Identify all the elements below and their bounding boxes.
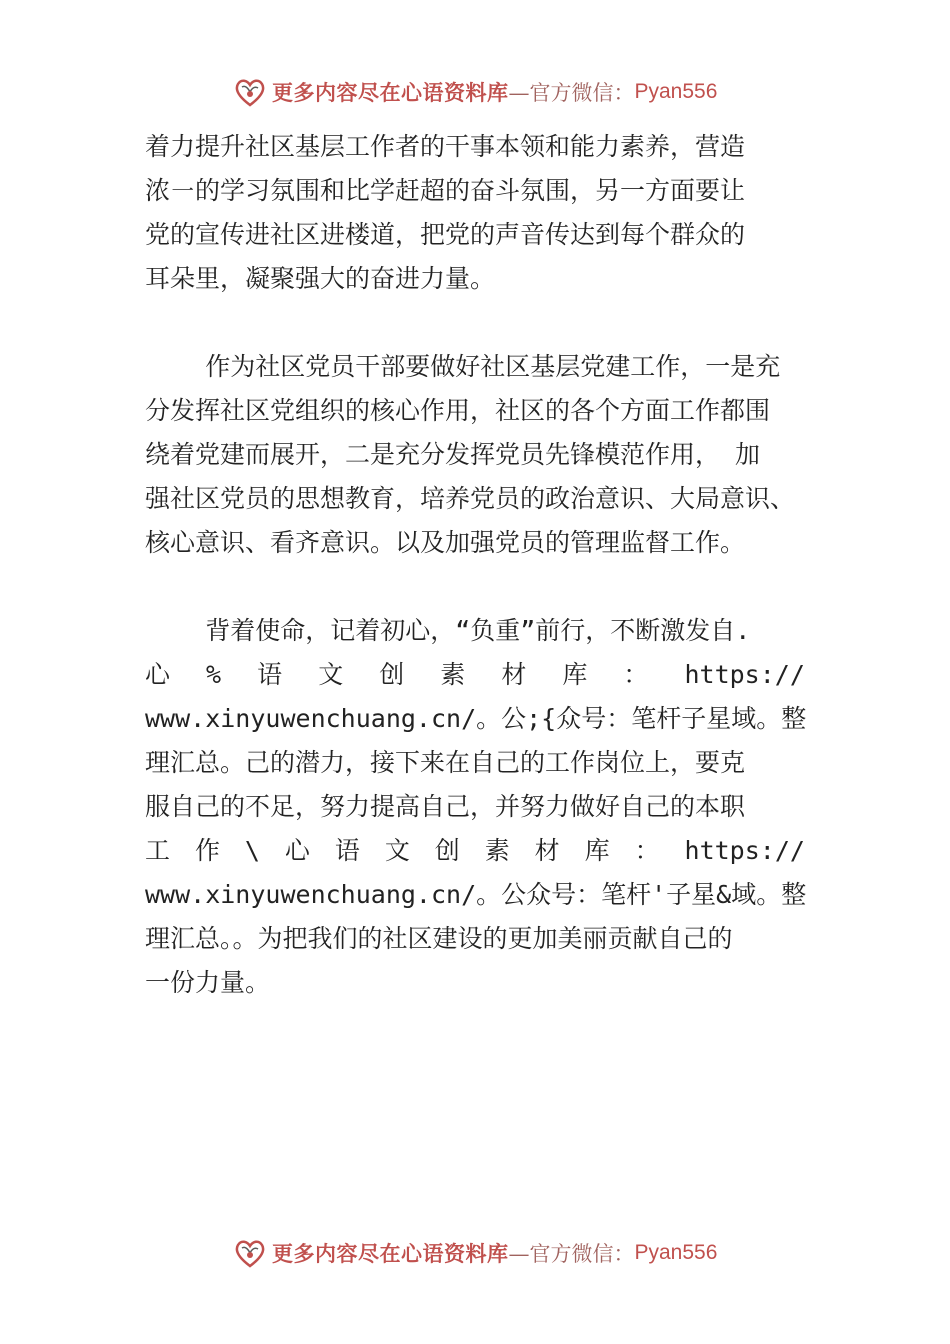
- justified-text-line: [145, 829, 805, 873]
- footer-wechat-id: Pyan556: [634, 1241, 718, 1264]
- url-fragment: https://: [684, 660, 805, 689]
- header-site-name: 更多内容尽在心语资料库: [272, 80, 509, 105]
- char: 素: [484, 836, 510, 865]
- paragraph-gap: [145, 565, 835, 609]
- char: 材: [534, 836, 560, 865]
- char: \: [244, 836, 260, 865]
- text-line: 绕着党建而展开，二是充分发挥党员先锋模范作用， 加: [145, 440, 761, 469]
- url-fragment: https://: [684, 836, 805, 865]
- char: 库: [562, 660, 588, 689]
- char: 文: [318, 660, 344, 689]
- text-line: 服自己的不足，努力提高自己，并努力做好自己的本职: [145, 792, 746, 821]
- text-line: 核心意识、看齐意识。以及加强党员的管理监督工作。: [145, 528, 746, 557]
- text-line: 着力提升社区基层工作者的干事本领和能力素养，营造: [145, 132, 746, 161]
- char: 文: [384, 836, 410, 865]
- char: 材: [501, 660, 527, 689]
- text-line: 一份力量。: [145, 968, 271, 997]
- text-line: 耳朵里，凝聚强大的奋进力量。: [145, 264, 496, 293]
- header-wechat-id: Pyan556: [634, 80, 718, 103]
- header-wechat-label: —官方微信：: [508, 81, 635, 105]
- char: 心: [145, 660, 171, 689]
- text-line: 背着使命，记着初心，“负重”前行，不断激发自.: [145, 616, 751, 645]
- char: 创: [434, 836, 460, 865]
- char: 语: [257, 660, 283, 689]
- heart-logo-icon: [232, 1235, 268, 1271]
- footer-site-name: 更多内容尽在心语资料库: [272, 1241, 509, 1266]
- text-line: 作为社区党员干部要做好社区基层党建工作，一是充: [145, 352, 781, 381]
- char: 素: [440, 660, 466, 689]
- text-line: 强社区党员的思想教育，培养党员的政治意识、大局意识、: [145, 484, 796, 513]
- header-banner: [232, 72, 717, 112]
- text-line: www.xinyuwenchuang.cn/。公;{众号：笔杆子星域。整: [145, 704, 807, 733]
- char: 库: [584, 836, 610, 865]
- paragraph-gap: [145, 301, 835, 345]
- text-line: 党的宣传进社区进楼道，把党的声音传达到每个群众的: [145, 220, 746, 249]
- document-body: [145, 125, 835, 1005]
- footer-banner: [232, 1233, 717, 1273]
- char: %: [206, 660, 222, 689]
- char: ：: [623, 660, 649, 689]
- footer-wechat-label: —官方微信：: [508, 1242, 635, 1266]
- text-line: 理汇总。己的潜力，接下来在自己的工作岗位上，要克: [145, 748, 746, 777]
- char: 作: [194, 836, 220, 865]
- text-line: 理汇总。。为把我们的社区建设的更加美丽贡献自己的: [145, 924, 733, 953]
- char: ：: [634, 836, 660, 865]
- char: 语: [334, 836, 360, 865]
- text-line: 分发挥社区党组织的核心作用，社区的各个方面工作都围: [145, 396, 771, 425]
- heart-logo-icon: [232, 74, 268, 110]
- char: 心: [284, 836, 310, 865]
- char: 创: [379, 660, 405, 689]
- justified-text-line: [145, 653, 805, 697]
- char: 工: [145, 836, 171, 865]
- text-line: 浓㇐的学习氛围和比学赶超的奋斗氛围，另一方面要让: [145, 176, 746, 205]
- text-line: www.xinyuwenchuang.cn/。公众号：笔杆'子星&域。整: [145, 880, 807, 909]
